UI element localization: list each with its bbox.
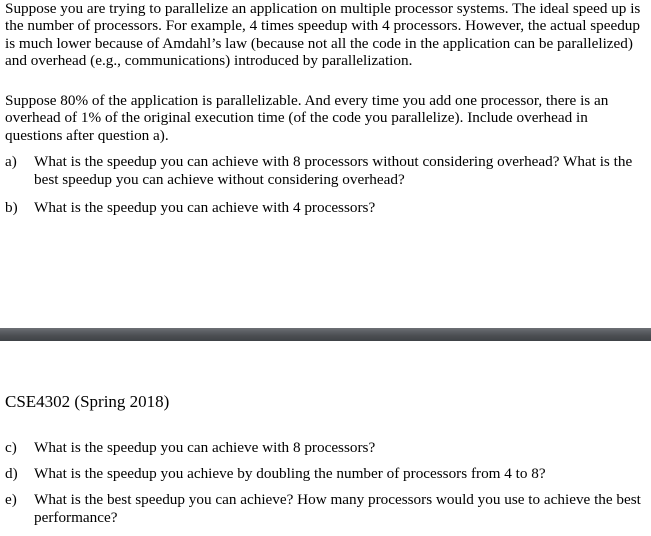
question-text: What is the speedup you can achieve with 8 processors?	[34, 439, 376, 456]
question-label: b)	[5, 199, 18, 216]
question-label: a)	[5, 153, 17, 170]
intro-paragraph-2: Suppose 80% of the application is parallelizable. And every time you add one processor, there is an overhead of 1% of the original execution time (of the code you parallelize). Include overhead in questions after question a).	[5, 92, 609, 144]
question-text: What is the speedup you can achieve with 8 processors without considering overhead? What is the best speedup you can achieve without considering overhead?	[34, 153, 633, 188]
question-label: e)	[5, 491, 17, 508]
question-text: What is the speedup you can achieve with 4 processors?	[34, 199, 376, 216]
question-label: c)	[5, 439, 17, 456]
page-divider	[0, 328, 651, 341]
course-label: CSE4302 (Spring 2018)	[5, 392, 170, 411]
question-text: What is the speedup you achieve by doubling the number of processors from 4 to 8?	[34, 465, 546, 482]
intro-paragraph-1: Suppose you are trying to parallelize an application on multiple processor systems. The ideal speed up is the number of processors. For example, 4 times speedup with 4 processors. However, the actual speedup is much lower because of Amdahl’s law (because not all the code in the application can be parallelized) and overhead (e.g., communications) introduced by parallelization.	[5, 0, 641, 70]
question-label: d)	[5, 465, 18, 482]
question-text: What is the best speedup you can achieve? How many processors would you use to achieve the best performance?	[34, 491, 641, 526]
